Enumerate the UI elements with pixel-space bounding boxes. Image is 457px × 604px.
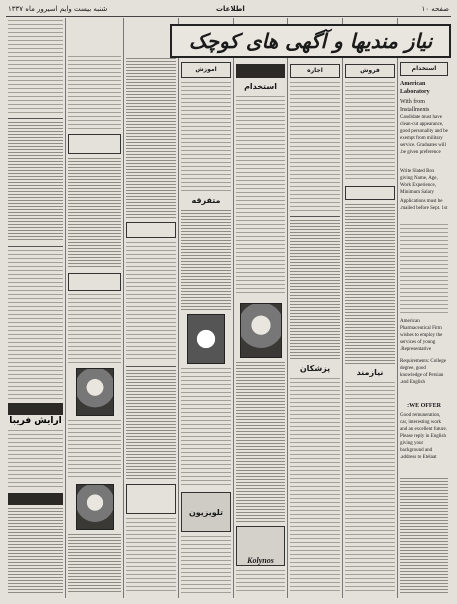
section-misc: متفرقه xyxy=(191,196,221,205)
english-ad-p2: Write Slated Box giving Name, Age, Work Experience, Minimum Salary xyxy=(400,169,438,195)
portrait-photo xyxy=(76,368,114,416)
product-photo xyxy=(187,314,225,364)
english-ad-p4: American Pharmaceutical Firm wishes to employ the services of young Representative. xyxy=(400,319,443,352)
section-education: آموزش xyxy=(195,66,217,73)
column-6 xyxy=(288,18,343,598)
column-7 xyxy=(343,18,398,598)
section-sale: فروش xyxy=(360,67,380,74)
section-doctors: پزشکان xyxy=(299,364,331,373)
portrait-photo xyxy=(76,484,114,530)
header-page-number: صفحه ۱۰ xyxy=(421,5,449,13)
section-rent: اجاره xyxy=(307,67,323,74)
page-banner: نیاز مندیها و آگهی های کوچک xyxy=(170,24,451,58)
column-2 xyxy=(66,18,124,598)
beauty-ad-title: آرایش فریبا xyxy=(9,416,62,426)
tv-ad-title: تلویزیون xyxy=(188,508,224,517)
section-employment: استخدام xyxy=(411,65,437,72)
column-5 xyxy=(234,18,288,598)
english-ad-p3: Applications must be mailed before Sept. 1st. xyxy=(400,199,448,211)
section-wanted: نیازمند xyxy=(356,368,384,377)
section-employment-2: استخدام xyxy=(244,82,277,91)
column-4 xyxy=(179,18,234,598)
english-ad-p1: Candidate must have clean-cut appearance, good personality and be exempt from military service. Graduates will be given preference. xyxy=(400,115,448,155)
header-date: شنبه بیست وایم اسیرور ماه ۱۳۳۷ xyxy=(8,5,108,13)
column-8 xyxy=(398,18,451,598)
with-installments: With from Installments xyxy=(400,99,430,113)
column-3 xyxy=(124,18,179,598)
header-paper-name: اطلاعات xyxy=(216,5,245,13)
english-ad-p5: Requirements: College degree, good knowledge of Persian and English. xyxy=(400,359,446,385)
portrait-photo xyxy=(240,303,282,358)
english-ad-p6: Good remuneration, car, interesting work and an excellent future. Please reply in English giving your background and address to Etelaat. xyxy=(400,413,447,460)
american-lab-heading: American Laboratory xyxy=(400,81,430,95)
kolynos-ad-title: Kolynos xyxy=(247,556,274,565)
page-header xyxy=(6,3,451,17)
column-1 xyxy=(6,18,66,598)
english-ad-we-offer: WE OFFER: xyxy=(407,403,441,409)
